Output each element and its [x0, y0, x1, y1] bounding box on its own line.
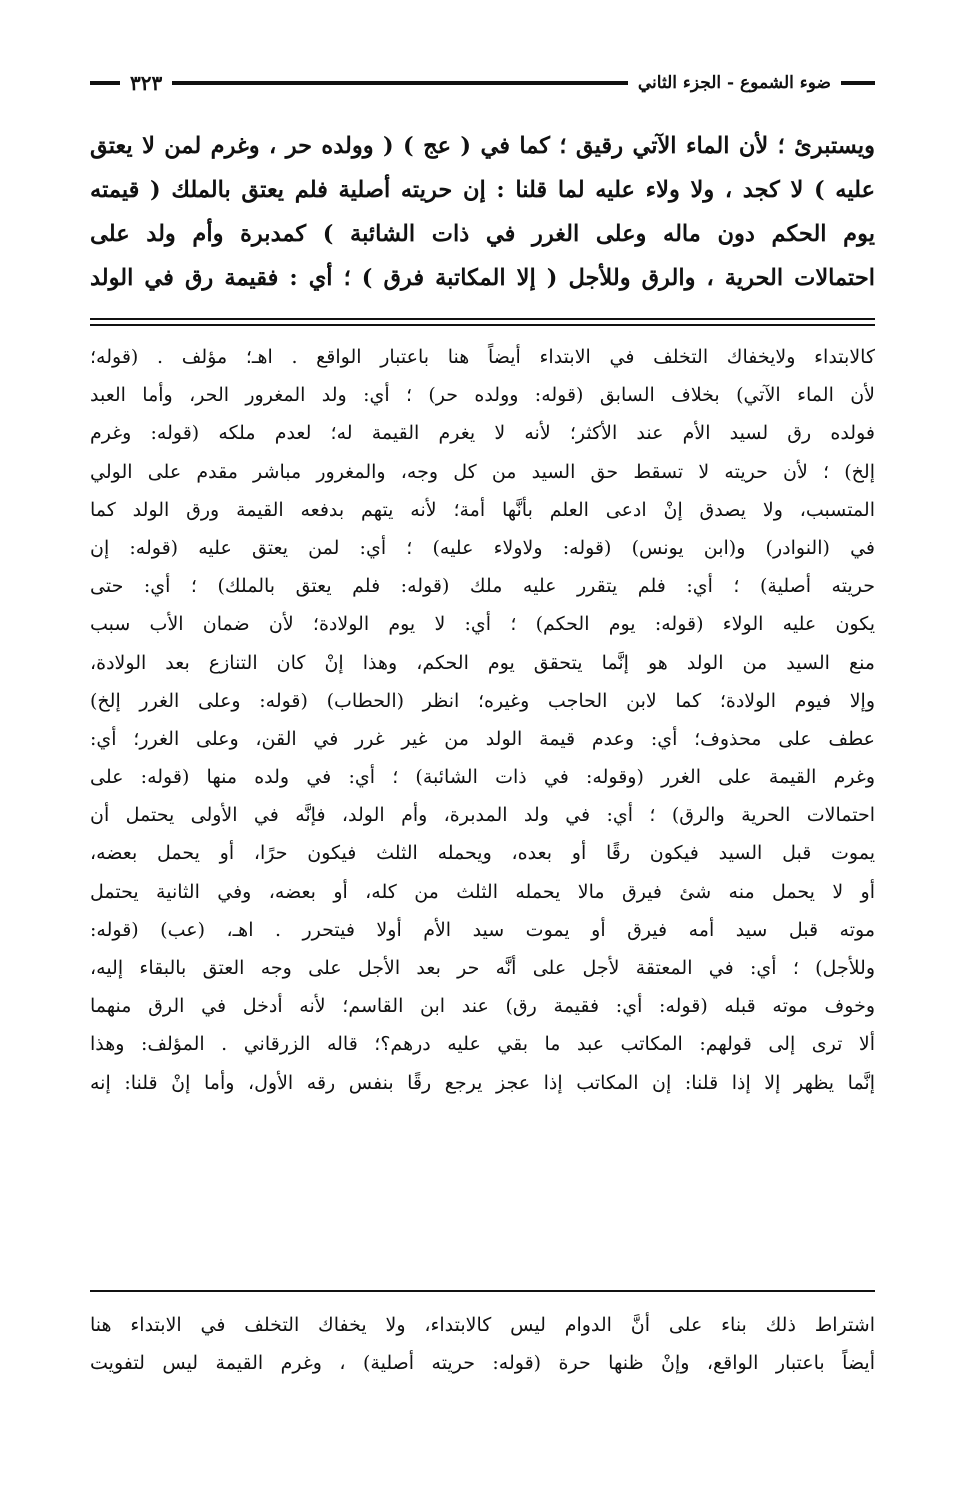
- continuation-line: اشتراط ذلك بناء على أنَّ الدوام ليس كالابتداء، ولا يخفاك التخلف في الابتداء هنا: [90, 1314, 875, 1336]
- main-notes-divider: [90, 318, 875, 326]
- note-line: فولده رق لسيد الأم عند الأكثر؛ لأنه لا يغرم القيمة له؛ لعدم ملكه (قوله: وغرم: [90, 422, 875, 445]
- header-dash-left: [90, 81, 120, 85]
- header-dash-right: [841, 81, 875, 85]
- running-header: [90, 58, 875, 108]
- main-text-line: احتمالات الحرية ، والرق وللأجل ( إلا المكاتبة فرق ) ؛ أي : فقيمة رق في الولد: [90, 265, 875, 291]
- note-line: عطف على محذوف؛ أي: وعدم قيمة الولد من غير غرر في القن، وعلى الغرر؛ أي:: [90, 727, 875, 750]
- commentary-notes: [90, 338, 875, 1102]
- main-text: [90, 124, 875, 300]
- note-line: وإلا فيوم الولادة؛ كما لابن الحاجب وغيره؛ انظر (الحطاب) (قوله: وعلى الغرر إلخ): [90, 689, 875, 712]
- note-line: لأن الماء الآتي) بخلاف السابق (قوله: وولده حر) ؛ أي: ولد المغرور الحر، وأما العبد: [90, 384, 875, 407]
- main-text-line: ويستبرئ ؛ لأن الماء الآتي رقيق ؛ كما في ( عج ) ( وولده حر ، وغرم لمن لا يعتق: [90, 133, 875, 159]
- note-line: يموت قبل السيد فيكون رقًا أو بعده، ويحمله الثلث فيكون حرًا، أو يحمل بعضه،: [90, 842, 875, 865]
- note-line: وخوف موته قبله (قوله: أي: فقيمة رق) عند ابن القاسم؛ لأنه أدخل في الرق منهما: [90, 995, 875, 1018]
- main-text-line: عليه ) لا كجد ، ولا ولاء عليه لما قلنا : إن حريته أصلية فلم يعتق بالملك ( قيمته: [90, 177, 875, 203]
- note-line: كالابتداء ولايخفاك التخلف في الابتداء أيضاً هنا باعتبار الواقع . اهـ؛ مؤلف . (قوله؛: [90, 346, 875, 368]
- note-line: في (النوادر) و(ابن يونس) (قوله: ولاولاء عليه) ؛ أي: لمن يعتق عليه (قوله: إن: [90, 536, 875, 559]
- note-line: إنَّما يظهر إلا إذا قلنا: إن المكاتب إذا عجز يرجع رقًا بنفس رقه الأول، وأما إنْ قلنا: إنه: [90, 1071, 875, 1094]
- continuation-line: أيضاً باعتبار الواقع، وإنْ ظنها حرة (قوله: حريته أصلية) ، وغرم القيمة ليس لتفويت: [90, 1352, 875, 1374]
- note-line: إلخ) ؛ لأن حريته لا تسقط حق السيد من كل وجه، والمغرور مباشر مقدم على الولي: [90, 460, 875, 483]
- note-line: المتسبب، ولا يصدق إنْ ادعى العلم بأنَّها أمة؛ لأنه يتهم بدفعه القيمة ورق الولد كما: [90, 498, 875, 521]
- note-line: ألا ترى إلى قولهم: المكاتب عبد ما بقي عليه درهم؟؛ قاله الزرقاني . المؤلف: وهذا: [90, 1033, 875, 1056]
- note-line: وللأجل) ؛ أي: في المعتقة لأجل على أنَّه حر بعد الأجل على وجه العتق بالبقاء إليه،: [90, 957, 875, 979]
- note-line: أو لا يحمل منه شئ فيرق مالا يحمله الثلث من كله، أو بعضه، وفي الثانية يحتمل: [90, 880, 875, 903]
- main-text-line: يوم الحكم دون ماله وعلى الغرر في ذات الشائبة ) كمدبرة وأم ولد على: [90, 221, 875, 247]
- note-line: احتمالات الحرية والرق) ؛ أي: في ولد المدبرة، وأم الولد، فإنَّه في الأولى يحتمل أن: [90, 804, 875, 827]
- header-rule: [172, 81, 628, 85]
- header-title: ضوء الشموع - الجزء الثاني: [637, 73, 831, 93]
- note-line: موته قبل سيد أمه فيرق أو يموت سيد الأم أولا فيتحرر . اهـ، (عب) (قوله:: [90, 918, 875, 941]
- page-number: ٣٢٣: [130, 71, 163, 95]
- note-line: يكون عليه الولاء (قوله: يوم الحكم) ؛ أي: لا يوم الولادة؛ لأن ضمان الأب سبب: [90, 613, 875, 636]
- note-line: وغرم القيمة على الغرر (وقوله: في ذات الشائبة) ؛ أي: في ولده منها (قوله: على: [90, 766, 875, 789]
- continuation-notes: [90, 1306, 875, 1382]
- note-line: منع السيد من الولد هو إنَّما يتحقق يوم الحكم، وهذا إنْ كان التنازع بعد الولادة،: [90, 651, 875, 674]
- note-line: حريته أصلية) ؛ أي: فلم يتقرر عليه ملك (قوله: فلم يعتق بالملك) ؛ أي: حتى: [90, 575, 875, 598]
- notes-continuation-divider: [90, 1290, 875, 1292]
